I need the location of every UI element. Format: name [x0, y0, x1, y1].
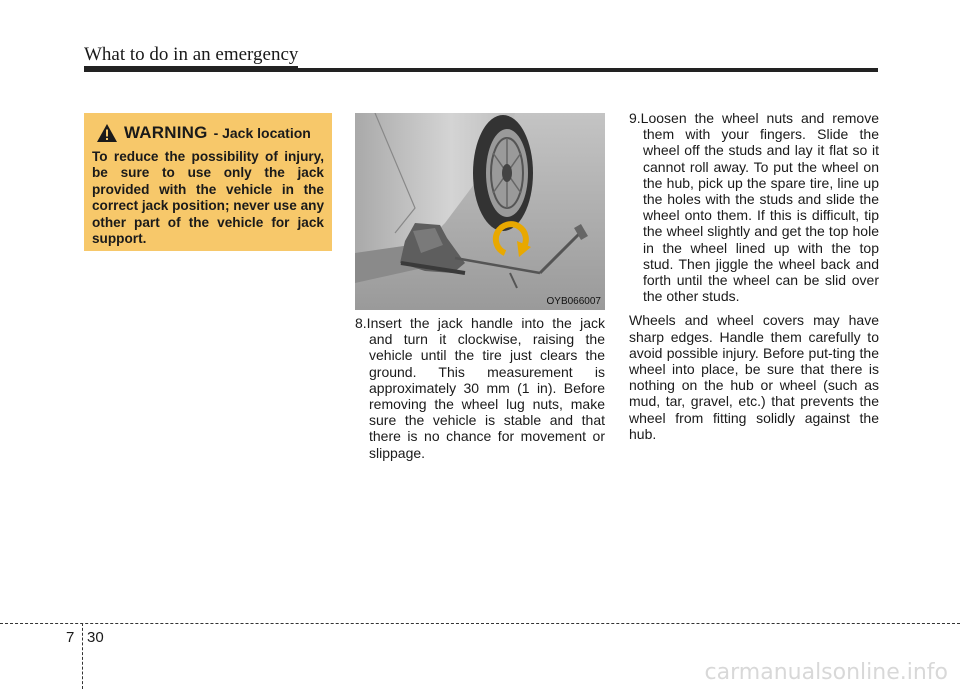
step-8-text: 8.Insert the jack handle into the jack and turn it clockwise, raising the vehicle until the tire just clears the ground. This measurement is approximately 30 mm (1 in). Before removing the wheel lug nuts, make sure the vehicle is stable and that there is no chance for movement or slippage. — [355, 315, 605, 461]
footer-rule — [0, 623, 960, 624]
watermark-text: carmanualsonline.info — [704, 660, 948, 685]
warning-heading — [96, 123, 324, 143]
warning-text: To reduce the possibility of injury, be sure to use only the jack provided with the vehicle in the correct jack position; never use any other part of the vehicle for jack support. — [92, 149, 324, 247]
figure-code: OYB066007 — [546, 296, 601, 307]
right-column — [629, 110, 879, 442]
warning-subtitle: - Jack location — [213, 125, 311, 141]
footer-divider — [82, 623, 83, 689]
jack-drawing — [355, 113, 605, 310]
page-header-title: What to do in an emergency — [84, 44, 299, 65]
warning-box — [84, 113, 332, 251]
warning-title: WARNING — [124, 123, 208, 142]
note-paragraph: Wheels and wheel covers may have sharp edges. Handle them carefully to avoid possible injury. Before put-ting the wheel into place, be sure that there is nothing on the hub or wheel (such as mud, tar, gravel, etc.) that prevents the wheel from fitting solidly against the hub. — [629, 312, 879, 442]
step-8-column — [355, 315, 605, 461]
header-rule — [84, 68, 878, 72]
step-9-text: 9.Loosen the wheel nuts and remove them with your fingers. Slide the wheel off the studs and lay it flat so it cannot roll away. To put the wheel on the hub, pick up the spare tire, line up the holes with the studs and slide the wheel onto them. If this is difficult, tip the wheel slightly and get the top hole in the wheel lined up with the top stud. Then jiggle the wheel back and forth until the wheel can be slid over the other studs. — [629, 110, 879, 305]
chapter-number: 7 — [66, 629, 75, 646]
jack-illustration — [355, 113, 605, 310]
page-number: 30 — [87, 629, 104, 646]
warning-triangle-icon — [96, 123, 118, 143]
